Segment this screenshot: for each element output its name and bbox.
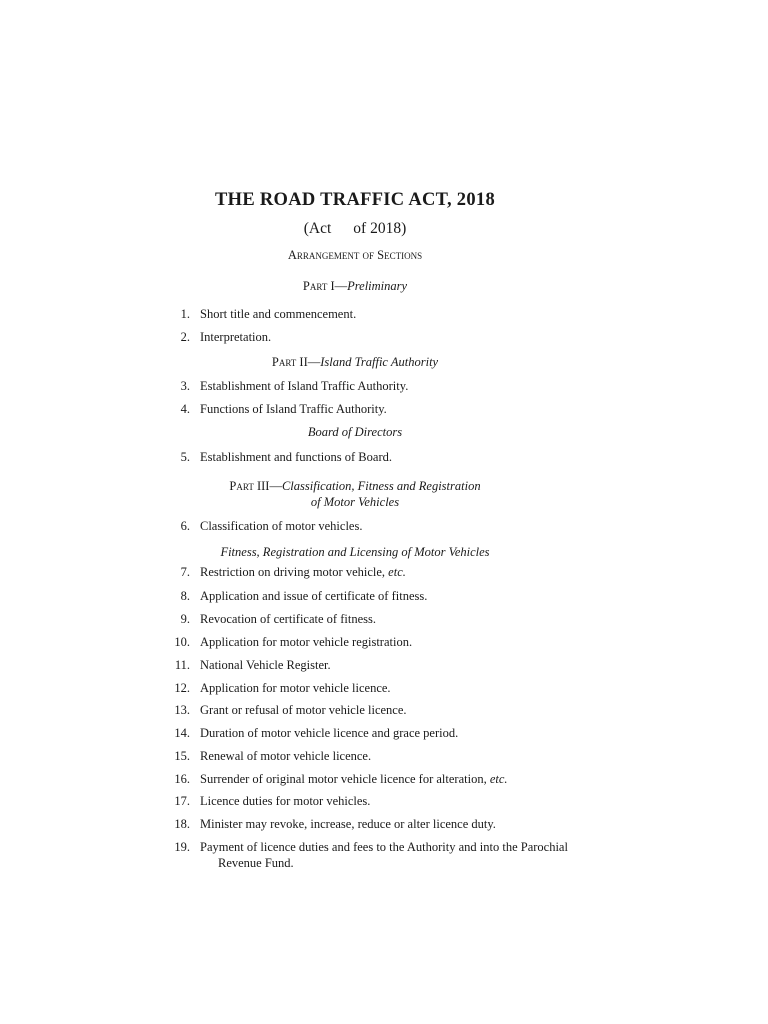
section-text: Renewal of motor vehicle licence.: [200, 749, 372, 763]
section-text: Payment of licence duties and fees to the Authority and into the Parochial: [200, 840, 568, 854]
section-number: 11.: [174, 658, 190, 672]
part-name: Preliminary: [347, 279, 408, 293]
part-heading-1: [0, 279, 710, 294]
section-number: 2.: [180, 330, 190, 344]
section-number: 7.: [180, 565, 190, 579]
act-number-right: of 2018): [353, 220, 407, 237]
section-text: Application for motor vehicle licence.: [200, 681, 391, 695]
section-number: 19.: [174, 840, 190, 854]
part-label: Part III—: [229, 479, 282, 493]
part-heading-3-line2: of Motor Vehicles: [310, 495, 400, 509]
section-number: 6.: [180, 519, 190, 533]
section-text-italic: etc.: [489, 772, 508, 786]
section-number: 17.: [174, 794, 190, 808]
section-text: Establishment and functions of Board.: [200, 450, 392, 464]
section-text: Surrender of original motor vehicle licence for alteration, etc.: [200, 772, 508, 786]
section-text: Short title and commencement.: [200, 307, 357, 321]
arrangement-heading: Arrangement of Sections: [287, 248, 423, 262]
section-number: 10.: [174, 635, 190, 649]
section-number: 1.: [180, 307, 190, 321]
act-number-line: [0, 220, 710, 238]
part-label: Part II—: [271, 355, 321, 369]
section-number: 8.: [180, 589, 190, 603]
section-text-italic: etc.: [388, 565, 406, 579]
section-text: Application and issue of certificate of fitness.: [200, 589, 428, 603]
section-text: Application for motor vehicle registration.: [200, 635, 413, 649]
subheading-board: Board of Directors: [307, 425, 403, 439]
section-text: Licence duties for motor vehicles.: [200, 794, 371, 808]
section-text: National Vehicle Register.: [200, 658, 331, 672]
section-number: 4.: [180, 402, 190, 416]
section-text: Duration of motor vehicle licence and grace period.: [200, 726, 459, 740]
part-label: Part I—: [302, 279, 348, 293]
section-text: Establishment of Island Traffic Authority.: [200, 379, 409, 393]
section-number: 15.: [174, 749, 190, 763]
section-text: Classification of motor vehicles.: [200, 519, 363, 533]
section-text: Grant or refusal of motor vehicle licence.: [200, 703, 407, 717]
section-text: Functions of Island Traffic Authority.: [200, 402, 387, 416]
part-name: Island Traffic Authority: [320, 355, 439, 369]
part-heading-3: [0, 479, 710, 494]
section-text: Restriction on driving motor vehicle, etc.: [200, 565, 406, 579]
section-number: 16.: [174, 772, 190, 786]
section-number: 18.: [174, 817, 190, 831]
act-title: THE ROAD TRAFFIC ACT, 2018: [214, 190, 495, 210]
act-number-left: (Act: [303, 220, 332, 237]
part-name: Classification, Fitness and Registration: [281, 479, 481, 493]
section-text: Interpretation.: [200, 330, 272, 344]
section-number: 5.: [180, 450, 190, 464]
section-number: 3.: [180, 379, 190, 393]
section-number: 12.: [174, 681, 190, 695]
subheading-fitness: Fitness, Registration and Licensing of Motor Vehicles: [220, 545, 490, 559]
section-text: Revocation of certificate of fitness.: [200, 612, 376, 626]
part-heading-2: [0, 355, 710, 370]
section-text: Minister may revoke, increase, reduce or alter licence duty.: [200, 817, 496, 831]
section-number: 14.: [174, 726, 190, 740]
section-text-continuation: Revenue Fund.: [218, 856, 294, 870]
section-number: 13.: [174, 703, 190, 717]
section-number: 9.: [180, 612, 190, 626]
